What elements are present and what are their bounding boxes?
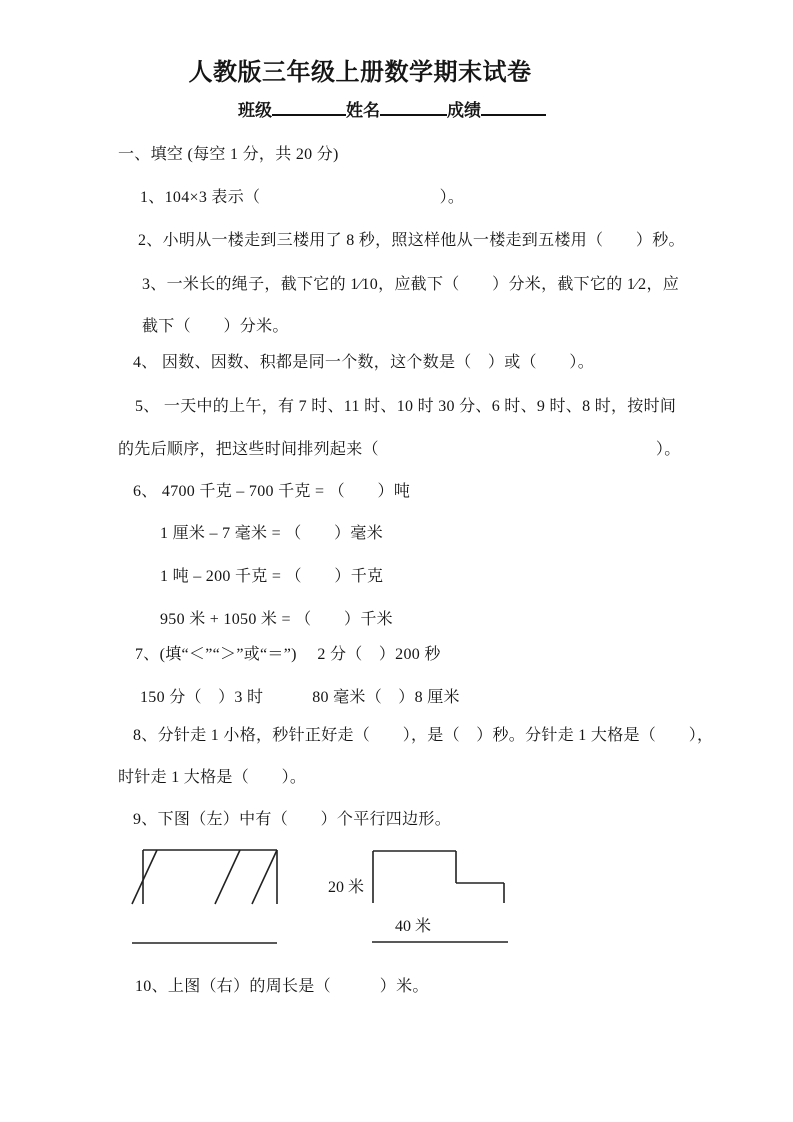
name-label: 姓名: [346, 101, 380, 120]
question-1: 1、104×3 表示（ ）。: [140, 189, 465, 206]
name-blank-line: [380, 96, 447, 116]
question-6-line-4: 950 米 + 1050 米 = （ ）千米: [160, 611, 393, 628]
question-8-line-1: 8、分针走 1 小格，秒针正好走（ ），是（ ）秒。分针走 1 大格是（ ），: [133, 727, 714, 744]
question-7-line-1: 7、(填“＜”“＞”或“＝”) 2 分（ ）200 秒: [135, 646, 441, 663]
parallelogram-figure: [120, 845, 290, 950]
question-5-line-1: 5、 一天中的上午，有 7 时、11 时、10 时 30 分、6 时、9 时、8 时，按时间: [135, 398, 677, 415]
question-2: 2、小明从一楼走到三楼用了 8 秒，照这样他从一楼走到五楼用（ ）秒。: [138, 232, 685, 249]
section-one-heading: 一、填空 (每空 1 分，共 20 分): [118, 146, 339, 163]
figure-height-label: 20 米: [328, 879, 365, 896]
score-label: 成绩: [447, 101, 481, 120]
figure-slant-3: [252, 850, 277, 904]
score-blank-line: [481, 96, 546, 116]
class-label: 班级: [238, 101, 272, 120]
question-7-line-2: 150 分（ ）3 时 80 毫米（ ）8 厘米: [140, 689, 460, 706]
figure-slant-1: [132, 850, 157, 904]
class-blank-line: [272, 96, 346, 116]
question-6-line-2: 1 厘米 – 7 毫米 = （ ）毫米: [160, 525, 384, 542]
question-6-line-1: 6、 4700 千克 – 700 千克 = （ ）吨: [133, 483, 411, 500]
stepped-polygon-figure: [370, 845, 510, 950]
question-4: 4、 因数、因数、积都是同一个数，这个数是（ ）或（ ）。: [133, 354, 595, 371]
question-8-line-2: 时针走 1 大格是（ ）。: [118, 769, 307, 786]
question-3-line-1: 3、一米长的绳子，截下它的 1⁄10，应截下（ ）分米，截下它的 1⁄2，应: [142, 276, 680, 293]
page-title: 人教版三年级上册数学期末试卷: [188, 59, 532, 86]
question-9: 9、下图（左）中有（ ）个平行四边形。: [133, 811, 452, 828]
figure-width-label: 40 米: [395, 918, 432, 935]
figure-slant-2: [215, 850, 240, 904]
student-info-line: [238, 96, 546, 121]
question-5-line-2: 的先后顺序，把这些时间排列起来（ ）。: [118, 441, 681, 458]
question-6-line-3: 1 吨 – 200 千克 = （ ）千克: [160, 568, 384, 585]
question-3-line-2: 截下（ ）分米。: [142, 318, 289, 335]
question-10: 10、上图（右）的周长是（ ）米。: [135, 978, 429, 995]
